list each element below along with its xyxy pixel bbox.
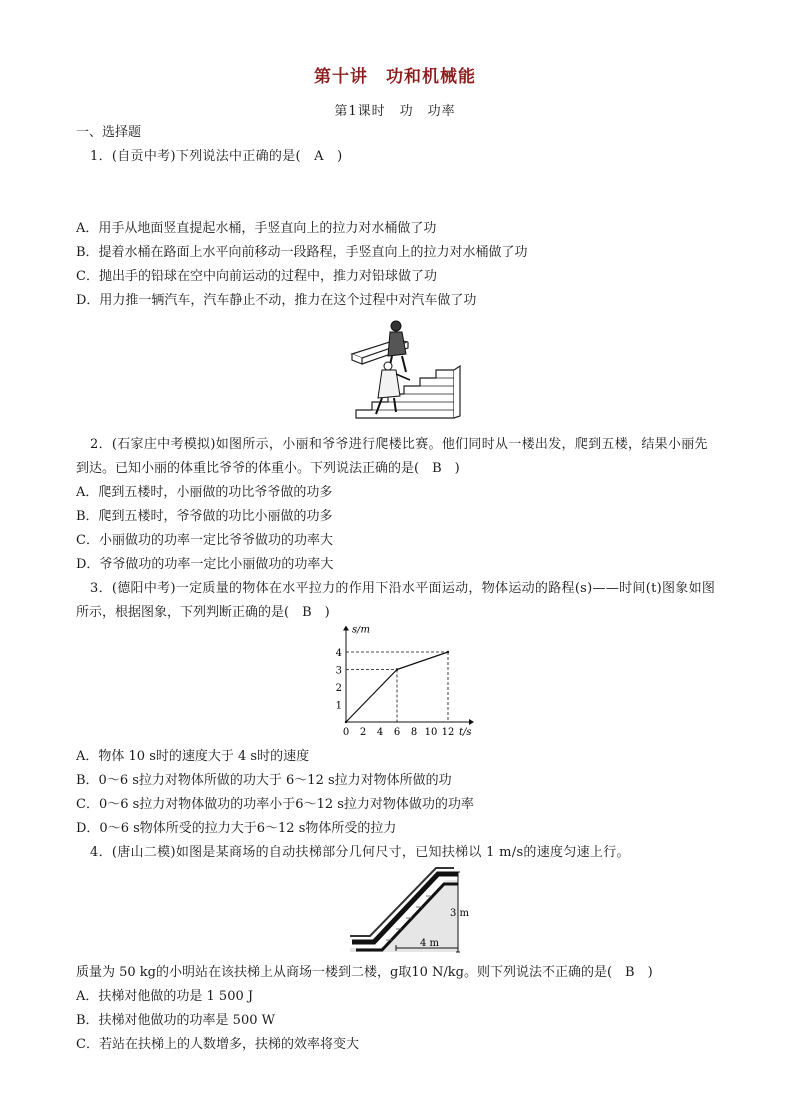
- q3-option-b: B．0～6 s拉力对物体所做的功大于 6～12 s拉力对物体所做的功: [76, 773, 452, 788]
- q4-option-b: B．扶梯对他做功的功率是 500 W: [76, 1013, 275, 1028]
- x-tick-label: 6: [393, 727, 401, 738]
- page-title: 第十讲 功和机械能: [314, 67, 476, 87]
- x-tick-label: 2: [359, 727, 367, 738]
- y-axis-arrow: [343, 626, 349, 631]
- data-point: [396, 668, 398, 670]
- data-point: [447, 651, 449, 653]
- q2-option-b: B．爬到五楼时，爷爷做的功比小丽做的功多: [76, 509, 333, 524]
- distance-time-chart: [334, 626, 484, 740]
- q3-stem-line2: 所示，根据图象，下列判断正确的是( B ): [76, 605, 330, 620]
- q4-option-a: A．扶梯对他做的功是 1 500 J: [76, 989, 254, 1004]
- y-tick-label: 4: [335, 648, 342, 659]
- x-tick-label: 0: [342, 727, 350, 738]
- x-tick-label: 8: [410, 727, 418, 738]
- q2-option-a: A．爬到五楼时，小丽做的功比爷爷做的功多: [76, 485, 333, 500]
- q3-stem-line1: 3．(德阳中考)一定质量的物体在水平拉力的作用下沿水平面运动，物体运动的路程(s)——时间(t)图象如图: [90, 581, 716, 596]
- q2-option-c: C．小丽做功的功率一定比爷爷做功的功率大: [76, 533, 333, 548]
- x-tick-label: 4: [376, 727, 384, 738]
- series-line-segment: [346, 670, 397, 723]
- q4-option-c: C．若站在扶梯上的人数增多，扶梯的效率将变大: [76, 1037, 359, 1052]
- section-heading: 一、选择题: [76, 125, 142, 140]
- q4-stem-line2: 质量为 50 kg的小明站在该扶梯上从商场一楼到二楼，g取10 N/kg。则下列说法不正确的是( B ): [76, 965, 653, 980]
- q3-option-a: A．物体 10 s时的速度大于 4 s时的速度: [76, 749, 310, 764]
- data-point: [345, 721, 347, 723]
- q2-stem-line1: 2．(石家庄中考模拟)如图所示，小丽和爷爷进行爬楼比赛。他们同时从一楼出发，爬到五楼，结果小丽先: [90, 437, 708, 452]
- q2-option-d: D．爷爷做功的功率一定比小丽做功的功率大: [76, 557, 334, 572]
- x-tick-label: 12: [441, 727, 455, 738]
- q2-stem-line2: 到达。已知小丽的体重比爷爷的体重小。下列说法正确的是( B ): [76, 461, 460, 476]
- q1-option-b: B．提着水桶在路面上水平向前移动一段路程，手竖直向上的拉力对水桶做了功: [76, 245, 528, 260]
- q3-option-c: C．0～6 s拉力对物体做功的功率小于6～12 s拉力对物体做功的功率: [76, 797, 474, 812]
- q1-stem: 1．(自贡中考)下列说法中正确的是( A ): [90, 149, 343, 164]
- length-label: 4 m: [420, 938, 440, 949]
- y-tick-label: 1: [335, 700, 342, 712]
- x-axis-arrow: [469, 719, 474, 725]
- q4-stem: 4．(唐山二模)如图是某商场的自动扶梯部分几何尺寸，已知扶梯以 1 m/s的速度匀速上行。: [90, 845, 630, 860]
- y-tick-label: 3: [335, 665, 342, 677]
- height-label: 3 m: [450, 908, 470, 919]
- page-subtitle: 第1课时 功 功率: [334, 104, 456, 119]
- series-line-segment: [397, 652, 448, 670]
- q1-option-d: D．用力推一辆汽车，汽车静止不动，推力在这个过程中对汽车做了功: [76, 293, 477, 308]
- y-axis-label: s/m: [352, 626, 370, 636]
- x-tick-label: 10: [424, 727, 438, 738]
- q1-option-c: C．抛出手的铅球在空中向前运动的过程中，推力对铅球做了功: [76, 269, 437, 284]
- stair-climbing-illustration: [350, 318, 462, 422]
- escalator-illustration: [346, 866, 472, 956]
- x-axis-label: t/s: [459, 727, 472, 738]
- q1-option-a: A．用手从地面竖直提起水桶，手竖直向上的拉力对水桶做了功: [76, 221, 437, 236]
- q3-option-d: D．0～6 s物体所受的拉力大于6～12 s物体所受的拉力: [76, 821, 397, 836]
- y-tick-label: 2: [335, 683, 342, 694]
